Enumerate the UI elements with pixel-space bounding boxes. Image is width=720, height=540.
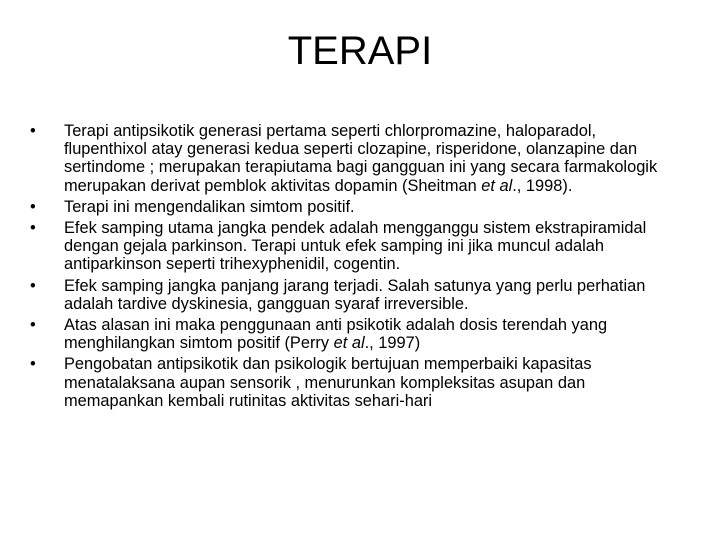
bullet-item bbox=[30, 355, 680, 410]
bullet-item bbox=[30, 316, 680, 352]
citation-et-al: et al bbox=[333, 334, 365, 353]
bullet-text: Efek samping jangka panjang jarang terjadi. Salah satunya yang perlu perhatian adalah tardive dyskinesia, gangguan syaraf irreversible. bbox=[64, 276, 646, 313]
bullet-text: Atas alasan ini maka penggunaan anti psikotik adalah dosis terendah yang menghilangkan simtom positif (Perry et al., 1997) bbox=[64, 316, 608, 353]
bullet-text: Efek samping utama jangka pendek adalah mengganggu sistem ekstrapiramidal dengan gejala parkinson. Terapi untuk efek samping ini jika muncul adalah antiparkinson seperti trihexyphenidil, cogentin. bbox=[64, 219, 647, 274]
bullet-list bbox=[30, 122, 680, 413]
bullet-dot-icon: • bbox=[30, 355, 36, 374]
bullet-dot-icon: • bbox=[30, 219, 36, 238]
bullet-item bbox=[30, 198, 680, 216]
bullet-dot-icon: • bbox=[30, 276, 36, 295]
citation-et-al: et al bbox=[481, 176, 513, 195]
bullet-item bbox=[30, 277, 680, 313]
bullet-dot-icon: • bbox=[30, 197, 36, 216]
slide-title: TERAPI bbox=[287, 29, 433, 73]
bullet-text: Pengobatan antipsikotik dan psikologik bertujuan memperbaiki kapasitas menatalaksana aupan sensorik , menurunkan kompleksitas asupan dan memapankan kembali rutinitas aktivitas sehari-hari bbox=[64, 355, 592, 410]
bullet-text: Terapi antipsikotik generasi pertama seperti chlorpromazine, haloparadol, flupenthixol atay generasi kedua seperti clozapine, risperidone, olanzapine dan sertindome ; merupakan terapiutama bagi gangguan ini yang secara farmakologik merupakan derivat pemblok aktivitas dopamin (Sheitman et al., 1998). bbox=[64, 122, 658, 195]
bullet-item bbox=[30, 219, 680, 274]
bullet-item bbox=[30, 122, 680, 195]
bullet-dot-icon: • bbox=[30, 122, 36, 140]
bullet-text: Terapi ini mengendalikan simtom positif. bbox=[64, 197, 355, 216]
bullet-dot-icon: • bbox=[30, 316, 36, 335]
